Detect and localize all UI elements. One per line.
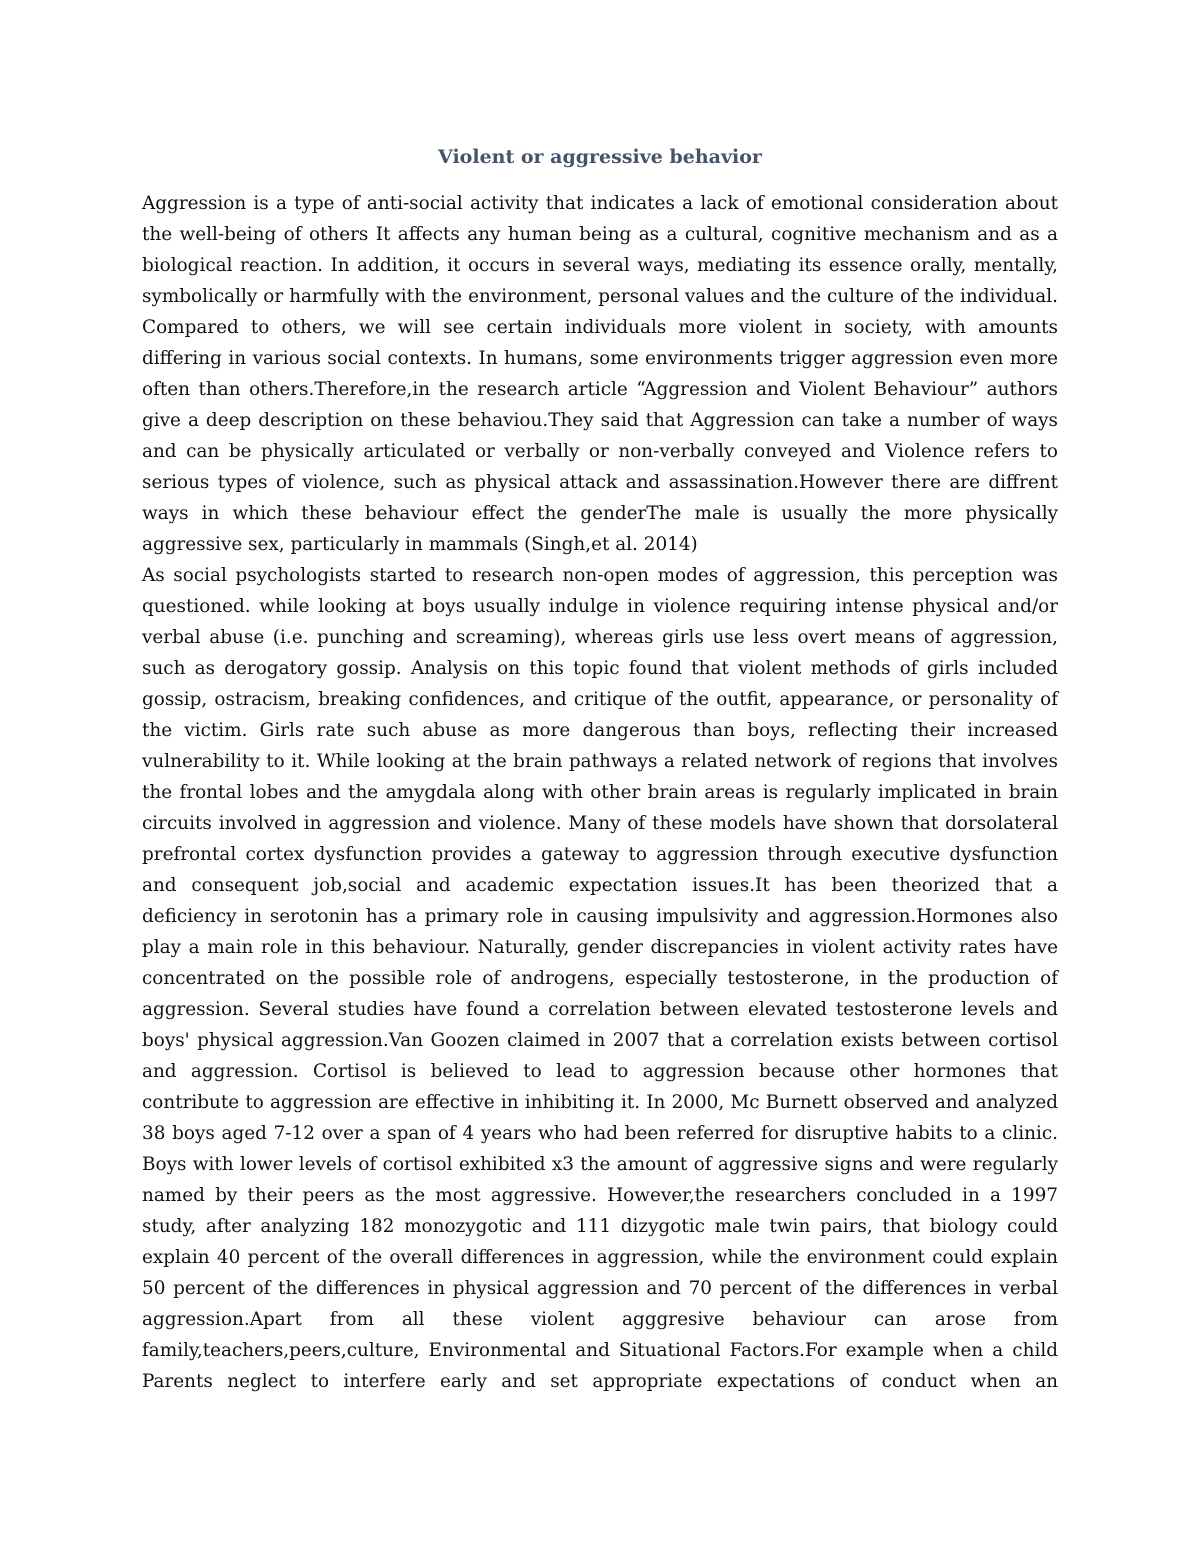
document-title: Violent or aggressive behavior: [438, 146, 762, 168]
paragraph-aggression-definition: Aggression is a type of anti-social activity that indicates a lack of emotional consideration about the well-being of others It affects any human being as a cultural, cognitive mechanism and as a biological reaction. In addition, it occurs in several ways, mediating its essence orally, mentally, symbolically or harmfully with the environment, personal values and the culture of the individual. Compared to others, we will see certain individuals more violent in society, with amounts differing in various social contexts. In humans, some environments trigger aggression even more often than others.Therefore,in the research article “Aggression and Violent Behaviour” authors give a deep description on these behaviou.They said that Aggression can take a number of ways and can be physically articulated or verbally or non-verbally conveyed and Violence refers to serious types of violence, such as physical attack and assassination.However there are diffrent ways in which these behaviour effect the genderThe male is usually the more physically aggressive sex, particularly in mammals (Singh,et al. 2014): [142, 193, 1058, 555]
paragraph-gender-brain-hormones: As social psychologists started to research non-open modes of aggression, this perception was questioned. while looking at boys usually indulge in violence requiring intense physical and/or verbal abuse (i.e. punching and screaming), whereas girls use less overt means of aggression, such as derogatory gossip. Analysis on this topic found that violent methods of girls included gossip, ostracism, breaking confidences, and critique of the outfit, appearance, or personality of the victim. Girls rate such abuse as more dangerous than boys, reflecting their increased vulnerability to it. While looking at the brain pathways a related network of regions that involves the frontal lobes and the amygdala along with other brain areas is regularly implicated in brain circuits involved in aggression and violence. Many of these models have shown that dorsolateral prefrontal cortex dysfunction provides a gateway to aggression through executive dysfunction and consequent job,social and academic expectation issues.It has been theorized that a deficiency in serotonin has a primary role in causing impulsivity and aggression.Hormones also play a main role in this behaviour. Naturally, gender discrepancies in violent activity rates have concentrated on the possible role of androgens, especially testosterone, in the production of aggression. Several studies have found a correlation between elevated testosterone levels and boys' physical aggression.Van Goozen claimed in 2007 that a correlation exists between cortisol and aggression. Cortisol is believed to lead to aggression because other hormones that contribute to aggression are effective in inhibiting it. In 2000, Mc Burnett observed and analyzed 38 boys aged 7-12 over a span of 4 years who had been referred for disruptive habits to a clinic. Boys with lower levels of cortisol exhibited x3 the amount of aggressive signs and were regularly named by their peers as the most aggressive. However,the researchers concluded in a 1997 study, after analyzing 182 monozygotic and 111 dizygotic male twin pairs, that biology could explain 40 percent of the overall differences in aggression, while the environment could explain 50 percent of the differences in physical aggression and 70 percent of the differences in verbal aggression.Apart from all these violent agggresive behaviour can arose from family,teachers,peers,culture, Environmental and Situational Factors.For example when a child Parents neglect to interfere early and set appropriate expectations of conduct when an: [142, 565, 1058, 1392]
document-body: [142, 188, 1058, 1397]
